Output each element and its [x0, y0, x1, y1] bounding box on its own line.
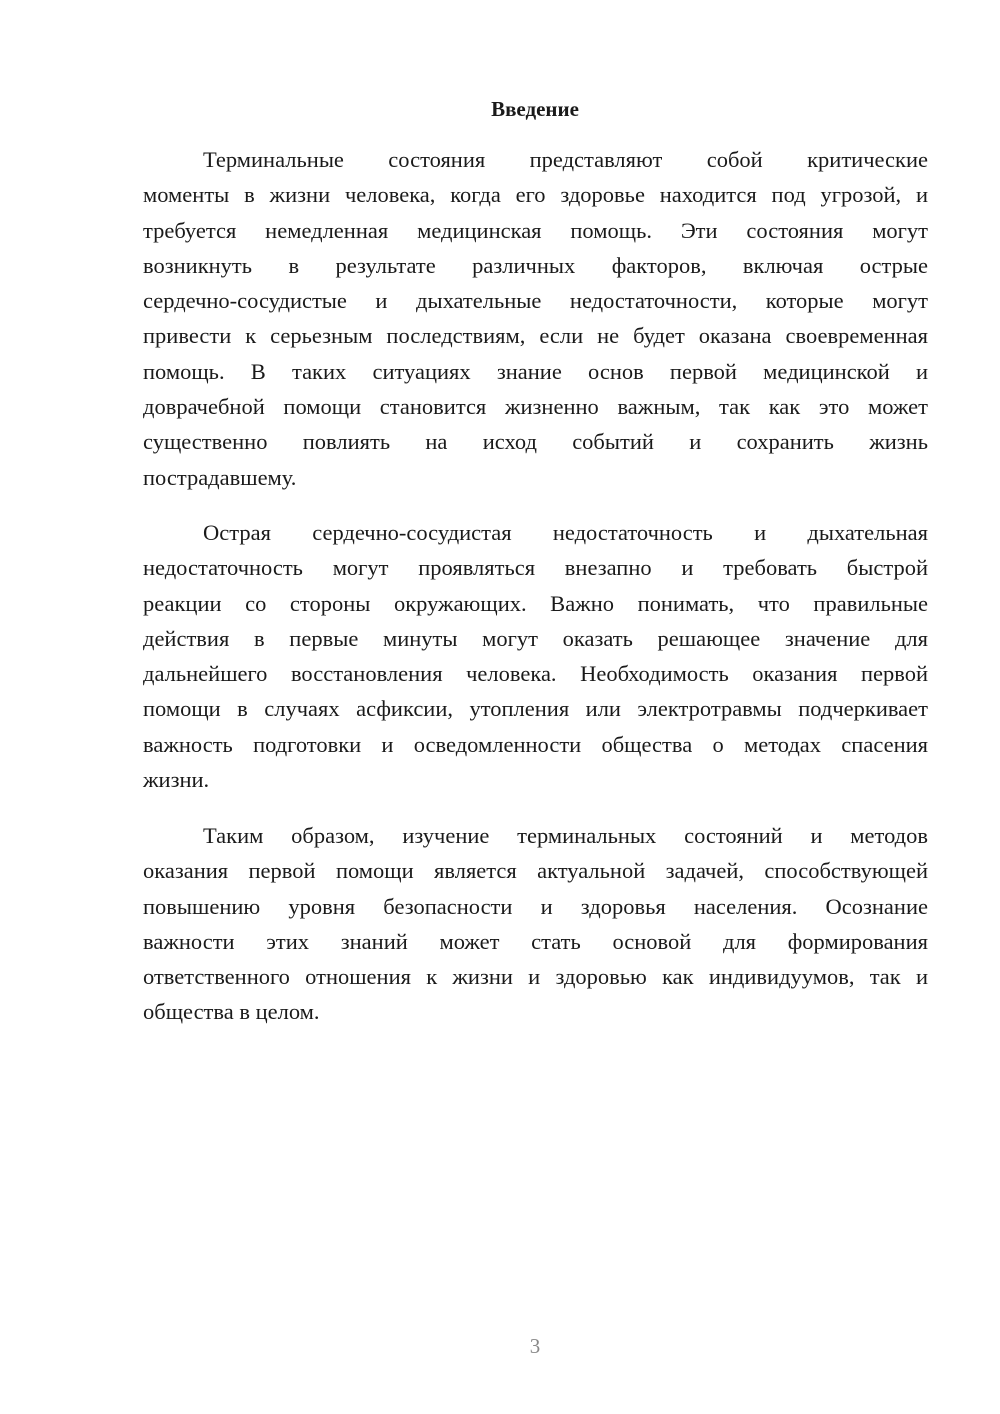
- text-line: повышению уровня безопасности и здоровья населения. Осознание: [143, 893, 928, 919]
- text-line: Острая сердечно-сосудистая недостаточность и дыхательная: [203, 520, 928, 545]
- text-line: Терминальные состояния представляют собой критические: [203, 147, 928, 172]
- text-line: жизни.: [143, 767, 210, 793]
- text-line: важности этих знаний может стать основой для формирования: [143, 928, 928, 954]
- text-line: существенно повлиять на исход событий и сохранить жизнь: [143, 429, 928, 455]
- text-line: требуется немедленная медицинская помощь. Эти состояния могут: [143, 217, 928, 243]
- text-line: пострадавшему.: [143, 464, 297, 490]
- text-line: важность подготовки и осведомленности общества о методах спасения: [143, 731, 928, 757]
- text-line: привести к серьезным последствиям, если не будет оказана своевременная: [143, 323, 928, 349]
- text-line: сердечно-сосудистые и дыхательные недостаточности, которые могут: [143, 288, 928, 314]
- text-line: общества в целом.: [143, 999, 320, 1025]
- paragraph-2: [143, 515, 928, 797]
- text-line: действия в первые минуты могут оказать решающее значение для: [143, 625, 928, 651]
- text-line: возникнуть в результате различных факторов, включая острые: [143, 252, 928, 278]
- section-title: Введение: [491, 97, 579, 121]
- text-line: помощь. В таких ситуациях знание основ первой медицинской и: [143, 358, 928, 384]
- text-line: ответственного отношения к жизни и здоровью как индивидуумов, так и: [143, 964, 928, 990]
- paragraph-3: [143, 818, 928, 1030]
- text-line: Таким образом, изучение терминальных состояний и методов: [203, 823, 928, 848]
- paragraph-1: [143, 142, 928, 495]
- text-line: моменты в жизни человека, когда его здоровье находится под угрозой, и: [143, 182, 928, 208]
- text-line: недостаточность могут проявляться внезапно и требовать быстрой: [143, 555, 928, 581]
- text-line: помощи в случаях асфиксии, утопления или электротравмы подчеркивает: [143, 696, 928, 722]
- text-line: оказания первой помощи является актуальной задачей, способствующей: [143, 858, 928, 884]
- page-number: 3: [529, 1334, 541, 1358]
- text-line: реакции со стороны окружающих. Важно понимать, что правильные: [143, 590, 928, 616]
- text-line: дальнейшего восстановления человека. Необходимость оказания первой: [143, 661, 928, 687]
- text-line: доврачебной помощи становится жизненно важным, так как это может: [143, 394, 928, 420]
